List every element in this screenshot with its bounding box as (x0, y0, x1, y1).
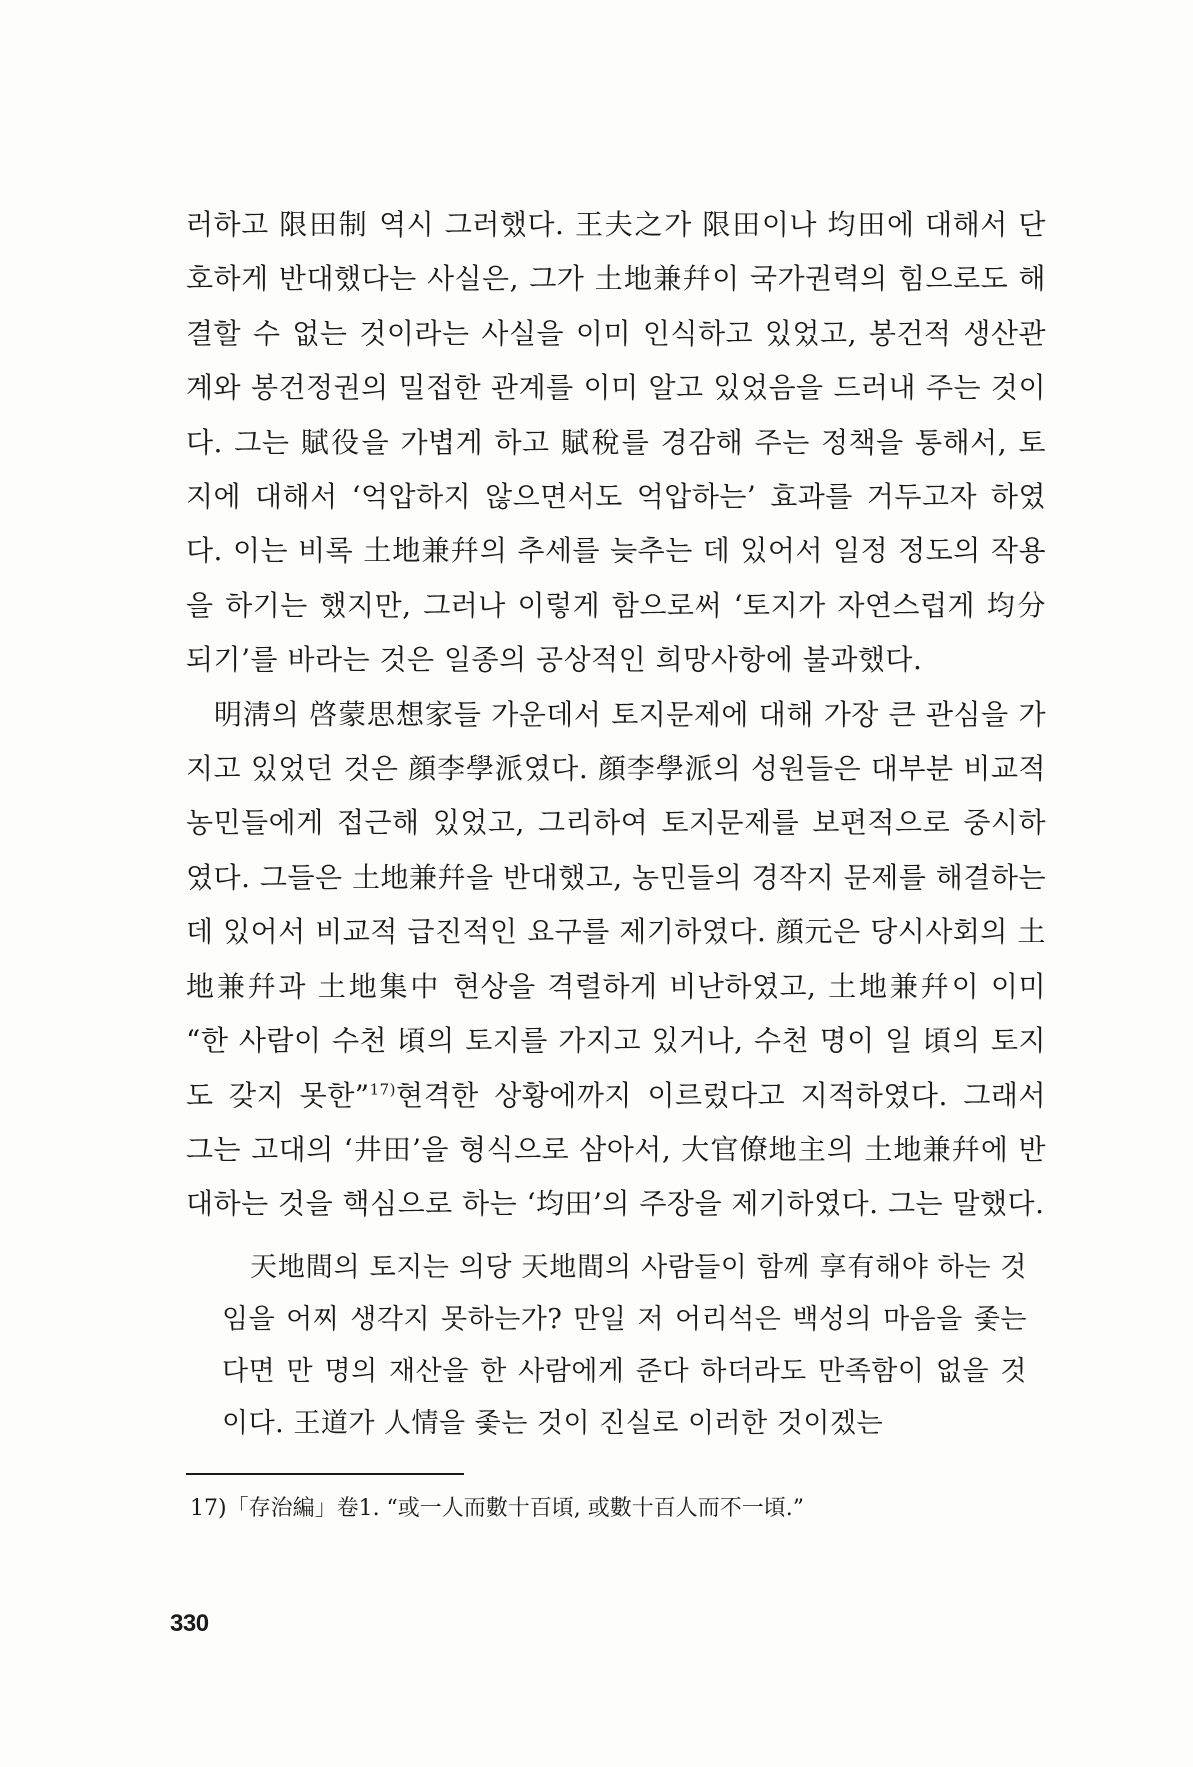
footnote-reference: 17) (369, 1080, 397, 1099)
paragraph-2-text-b: 현격한 상황에까지 이르렀다고 지적하였다. 그래서 그는 고대의 ‘井田’을 형식으로 삼아서, 大官僚地主의 土地兼幷에 반대하는 것을 핵심으로 하는 ‘均田’의 주장을 제기하였다. 그는 말했다. (186, 1078, 1047, 1221)
paragraph-2 (186, 688, 1046, 1232)
footnote-divider (186, 1473, 464, 1475)
page-number: 330 (170, 1610, 209, 1637)
block-quote: 天地間의 토지는 의당 天地間의 사람들이 함께 享有해야 하는 것임을 어찌 생각지 못하는가? 만일 저 어리석은 백성의 마음을 좇는다면 만 명의 재산을 한 사람에게 준다 하더라도 만족함이 없을 것이다. 王道가 人情을 좇는 것이 진실로 이러한 것이겠는 (222, 1252, 1027, 1439)
footnote: 17)「存治編」卷1. “或一人而數十百頃, 或數十百人而不一頃.” (190, 1496, 805, 1521)
paragraph-1: 러하고 限田制 역시 그러했다. 王夫之가 限田이나 均田에 대해서 단호하게 반대했다는 사실은, 그가 土地兼幷이 국가권력의 힘으로도 해결할 수 없는 것이라는 사실을 이미 인식하고 있었고, 봉건적 생산관계와 봉건정권의 밀접한 관계를 이미 알고 있었음을 드러내 주는 것이다. 그는 賦役을 가볍게 하고 賦稅를 경감해 주는 정책을 통해서, 토지에 대해서 ‘억압하지 않으면서도 억압하는’ 효과를 거두고자 하였다. 이는 비록 土地兼幷의 추세를 늦추는 데 있어서 일정 정도의 작용을 하기는 했지만, 그러나 이렇게 함으로써 ‘토지가 자연스럽게 均分되기’를 바라는 것은 일종의 공상적인 희망사항에 불과했다. (186, 208, 1046, 677)
paragraph-2-text-a: 明淸의 啓蒙思想家들 가운데서 토지문제에 대해 가장 큰 관심을 가지고 있었던 것은 顔李學派였다. 顔李學派의 성원들은 대부분 비교적 농민들에게 접근해 있었고, 그리하여 토지문제를 보편적으로 중시하였다. 그들은 土地兼幷을 반대했고, 농민들의 경작지 문제를 해결하는 데 있어서 비교적 급진적인 요구를 제기하였다. 顔元은 당시사회의 土地兼幷과 土地集中 현상을 격렬하게 비난하였고, 土地兼幷이 이미 “한 사람이 수천 頃의 토지를 가지고 있거나, 수천 명이 일 頃의 토지도 갖지 못한” (186, 697, 1046, 1112)
main-text (186, 198, 1046, 1232)
